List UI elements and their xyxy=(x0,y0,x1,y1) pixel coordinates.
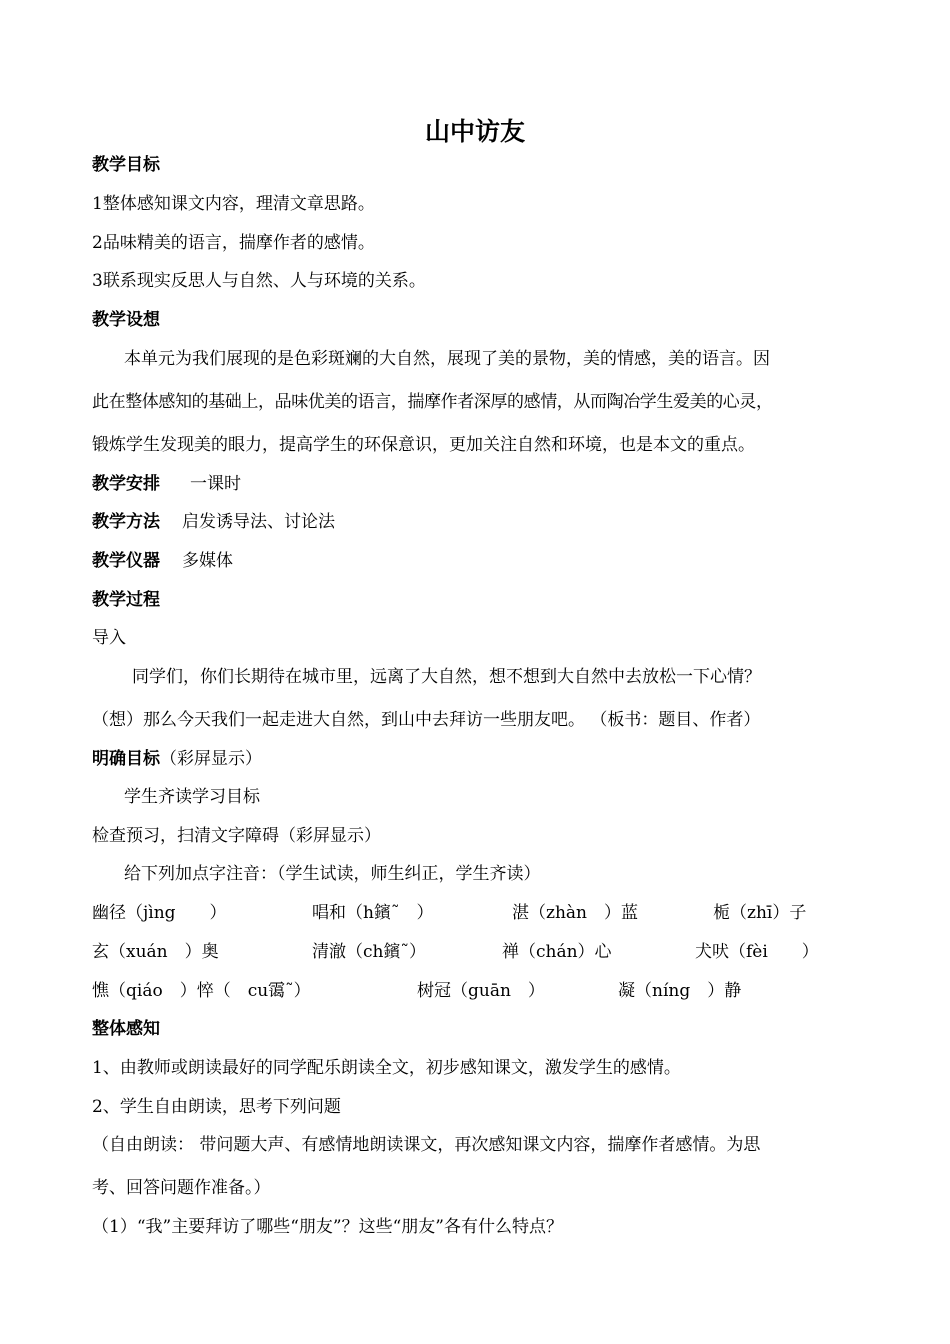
phonetic-item: 栀（zhī）子 xyxy=(713,903,807,923)
method-heading: 教学方法 xyxy=(92,512,160,532)
instrument-row xyxy=(92,550,233,572)
goal-item-2: 2品味精美的语言，揣摩作者的感情。 xyxy=(92,233,375,253)
page-title: 山中访友 xyxy=(424,117,525,146)
intro-label: 导入 xyxy=(92,628,126,648)
overall-question-1: （1）“我”主要拜访了哪些“朋友”？这些“朋友”各有什么特点？ xyxy=(92,1217,563,1237)
goals-heading: 教学目标 xyxy=(92,155,160,175)
preview-line: 检查预习，扫清文字障碍（彩屏显示） xyxy=(92,826,381,846)
phonetic-item: 憔（qiáo ）悴（ cu霭˜） xyxy=(92,981,311,1001)
phonetic-item: 禅（chán）心 xyxy=(502,942,612,962)
phonetic-item: 玄（xuán ）奥 xyxy=(92,942,219,962)
instrument-value: 多媒体 xyxy=(182,551,233,571)
design-heading: 教学设想 xyxy=(92,310,160,330)
goal-item-1: 1整体感知课文内容，理清文章思路。 xyxy=(92,194,375,214)
phonetic-item: 树冠（guān ） xyxy=(417,981,545,1001)
overall-note-line-2: 考、回答问题作准备。） xyxy=(92,1178,271,1198)
phonetic-item: 唱和（h鑌˜ ） xyxy=(312,903,434,923)
overall-item-1: 1、由教师或朗读最好的同学配乐朗读全文，初步感知课文，激发学生的感情。 xyxy=(92,1058,681,1078)
design-line-2: 此在整体感知的基础上，品味优美的语言，揣摩作者深厚的感情，从而陶冶学生爱美的心灵， xyxy=(92,392,773,412)
intro-line-2: （想）那么今天我们一起走进大自然，到山中去拜访一些朋友吧。 （板书：题目、作者） xyxy=(92,710,761,730)
intro-line-1: 同学们，你们长期待在城市里，远离了大自然，想不想到大自然中去放松一下心情？ xyxy=(132,667,761,687)
clarify-heading: 明确目标 xyxy=(92,749,160,769)
overall-note-line-1: （自由朗读： 带问题大声、有感情地朗读课文，再次感知课文内容，揣摩作者感情。为思 xyxy=(92,1135,761,1155)
overall-item-2: 2、学生自由朗读，思考下列问题 xyxy=(92,1097,341,1117)
phonetic-prompt: 给下列加点字注音：（学生试读，师生纠正，学生齐读） xyxy=(124,864,541,884)
phonetic-item: 犬吠（fèi ） xyxy=(695,942,819,962)
method-value: 启发诱导法、讨论法 xyxy=(182,512,335,532)
instrument-heading: 教学仪器 xyxy=(92,551,160,571)
arrangement-heading: 教学安排 xyxy=(92,474,160,494)
design-line-1: 本单元为我们展现的是色彩斑斓的大自然，展现了美的景物，美的情感，美的语言。因 xyxy=(124,349,770,369)
goal-item-3: 3联系现实反思人与自然、人与环境的关系。 xyxy=(92,271,426,291)
phonetic-item: 湛（zhàn ）蓝 xyxy=(512,903,638,923)
arrangement-row xyxy=(92,473,241,495)
phonetic-item: 幽径（jìng ） xyxy=(92,903,227,923)
clarify-line: 学生齐读学习目标 xyxy=(124,787,260,807)
arrangement-value: 一课时 xyxy=(190,474,241,494)
phonetic-item: 清澈（ch鑌˜） xyxy=(312,942,426,962)
clarify-row xyxy=(92,748,262,770)
overall-heading: 整体感知 xyxy=(92,1019,160,1039)
phonetic-item: 凝（níng ）静 xyxy=(618,981,742,1001)
design-line-3: 锻炼学生发现美的眼力，提高学生的环保意识，更加关注自然和环境，也是本文的重点。 xyxy=(92,435,755,455)
clarify-note: （彩屏显示） xyxy=(160,749,262,769)
process-heading: 教学过程 xyxy=(92,590,160,610)
method-row xyxy=(92,511,335,533)
